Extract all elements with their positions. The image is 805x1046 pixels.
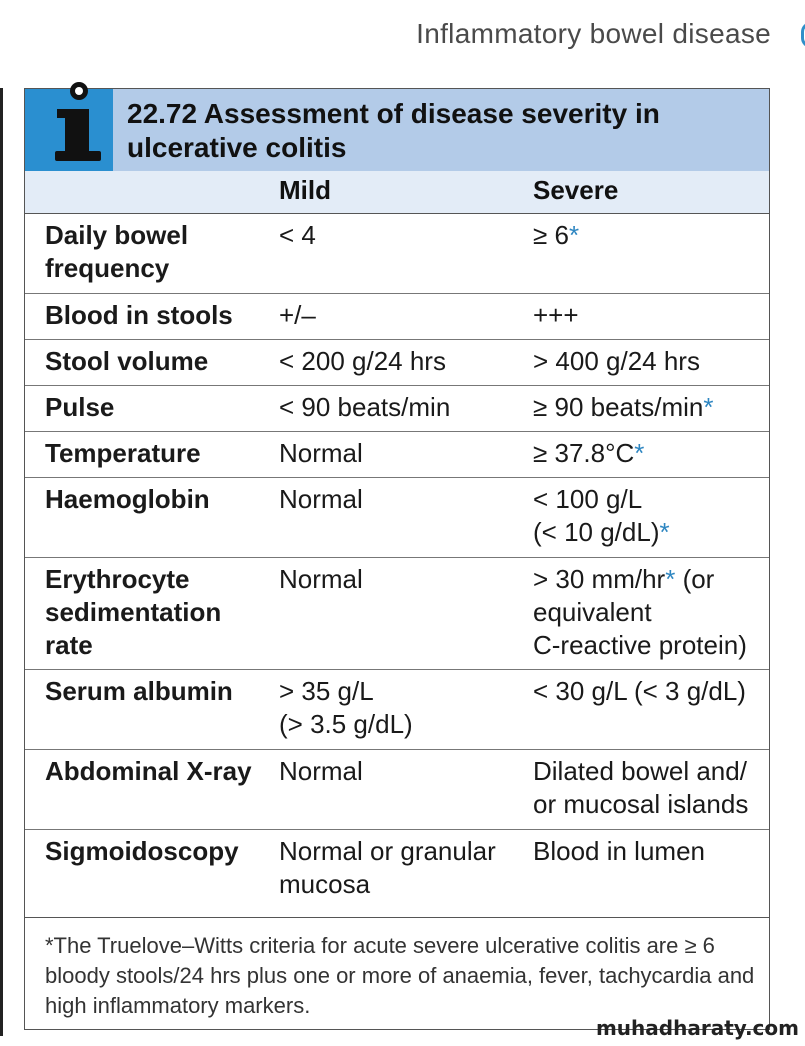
- mild-value: [279, 219, 519, 252]
- mild-value: [279, 835, 519, 901]
- table-row: [25, 385, 769, 432]
- mild-value-line: Normal: [279, 484, 363, 514]
- info-box: [24, 88, 770, 1030]
- severe-value: [533, 391, 763, 424]
- row-label: [45, 299, 265, 332]
- row-label: [45, 755, 265, 788]
- footnote-line: bloody stools/24 hrs plus one or more of anaemia, fever, tachycardia and: [45, 963, 755, 988]
- mild-value-line: > 35 g/L: [279, 676, 374, 706]
- page-edge-tab: [801, 22, 805, 48]
- severe-value-line: [533, 835, 763, 868]
- mild-value: [279, 391, 519, 424]
- watermark: muhadharaty.com: [595, 1016, 799, 1040]
- severe-value-text: > 30 mm/hr: [533, 564, 666, 594]
- table-row: [25, 557, 769, 670]
- severe-value-line: [533, 437, 763, 470]
- row-label: [45, 563, 265, 662]
- severe-value: [533, 483, 763, 549]
- mild-value-line: Normal or granular: [279, 836, 496, 866]
- running-head: Inflammatory bowel disease: [416, 18, 771, 49]
- box-title-line: 22.72 Assessment of disease severity in: [127, 98, 660, 129]
- mild-value: [279, 437, 519, 470]
- row-label-line: Serum albumin: [45, 676, 233, 706]
- mild-value-line: Normal: [279, 438, 363, 468]
- info-block: [25, 89, 113, 171]
- row-label-line: Haemoglobin: [45, 484, 210, 514]
- left-margin-rule: [0, 88, 3, 1036]
- mild-value-line: Normal: [279, 756, 363, 786]
- table-row: [25, 749, 769, 830]
- severe-value: [533, 219, 763, 252]
- severe-value: [533, 345, 763, 378]
- severe-value-line: [533, 483, 763, 516]
- severe-value-line: [533, 219, 763, 252]
- severe-value: [533, 299, 763, 332]
- severe-value-line: [533, 516, 763, 549]
- row-label: [45, 345, 265, 378]
- row-label-line: Sigmoidoscopy: [45, 836, 239, 866]
- asterisk-marker: *: [568, 220, 580, 250]
- mild-value: [279, 675, 519, 741]
- info-icon: [51, 79, 111, 171]
- severe-value-text: Dilated bowel and/: [533, 756, 747, 786]
- severe-value-text: equivalent: [533, 597, 652, 627]
- mild-value-line: < 90 beats/min: [279, 392, 451, 422]
- title-band: [25, 89, 769, 172]
- mild-value: [279, 299, 519, 332]
- mild-value: [279, 563, 519, 596]
- severe-value-line: [533, 755, 763, 788]
- mild-value-line: (> 3.5 g/dL): [279, 709, 413, 739]
- row-label: [45, 835, 265, 868]
- severe-value: [533, 755, 763, 821]
- row-label-line: Blood in stools: [45, 300, 233, 330]
- table-row: [25, 477, 769, 558]
- row-label: [45, 483, 265, 516]
- row-label-line: Erythrocyte: [45, 564, 190, 594]
- severe-value-text: C-reactive protein): [533, 630, 747, 660]
- row-label-line: frequency: [45, 253, 170, 283]
- row-label-line: Temperature: [45, 438, 201, 468]
- severe-value-text: (< 10 g/dL): [533, 517, 660, 547]
- column-header-mild: Mild: [279, 175, 331, 205]
- row-label-line: sedimentation: [45, 597, 222, 627]
- severe-value-text: ≥ 90 beats/min: [533, 392, 704, 422]
- row-label: [45, 391, 265, 424]
- row-label-line: Stool volume: [45, 346, 209, 376]
- row-label-line: Abdominal X-ray: [45, 756, 252, 786]
- severe-value-text: > 400 g/24 hrs: [533, 346, 700, 376]
- table-row: [25, 829, 769, 918]
- mild-value-line: +/–: [279, 300, 316, 330]
- footnote-line: high inflammatory markers.: [45, 993, 311, 1018]
- table-row: [25, 293, 769, 340]
- severe-value-line: [533, 391, 763, 424]
- severe-value-text: < 30 g/L (< 3 g/dL): [533, 676, 746, 706]
- severe-value-line: [533, 675, 763, 708]
- table-row: [25, 431, 769, 478]
- severe-value-line: [533, 299, 763, 332]
- table-row: [25, 669, 769, 750]
- severe-value: [533, 835, 763, 868]
- mild-value: [279, 755, 519, 788]
- asterisk-marker: *: [634, 438, 645, 468]
- row-label-line: Pulse: [45, 392, 115, 422]
- footnote: [45, 931, 753, 1021]
- mild-value: [279, 345, 519, 378]
- row-label-line: Daily bowel: [45, 220, 189, 250]
- box-title: [127, 97, 749, 165]
- row-label: [45, 675, 265, 708]
- mild-value-line: Normal: [279, 564, 363, 594]
- severe-value-line: [533, 596, 763, 629]
- mild-value-line: < 4: [279, 220, 316, 250]
- column-header-row: [25, 171, 769, 214]
- severe-value-line: [533, 629, 763, 662]
- severe-value: [533, 563, 763, 662]
- severe-value-text: < 100 g/L: [533, 484, 643, 514]
- severe-value-line: [533, 563, 763, 596]
- severe-value: [533, 675, 763, 708]
- mild-value: [279, 483, 519, 516]
- row-label: [45, 437, 265, 470]
- severe-value-line: [533, 345, 763, 378]
- table-row: [25, 339, 769, 386]
- severe-value-line: [533, 788, 763, 821]
- mild-value-line: mucosa: [279, 869, 371, 899]
- asterisk-marker: *: [665, 564, 676, 594]
- table-row: [25, 213, 769, 294]
- mild-value-line: < 200 g/24 hrs: [279, 346, 446, 376]
- column-header-severe: Severe: [533, 175, 619, 205]
- box-title-line: ulcerative colitis: [127, 132, 347, 163]
- severe-value-text: Blood in lumen: [533, 836, 705, 866]
- severe-value-suffix: (or: [675, 564, 715, 594]
- severe-value-text: or mucosal islands: [533, 789, 749, 819]
- asterisk-marker: *: [703, 392, 714, 422]
- severe-value-text: ≥ 6: [533, 220, 569, 250]
- severe-value-text: +++: [533, 300, 579, 330]
- footnote-line: *The Truelove–Witts criteria for acute severe ulcerative colitis are ≥ 6: [45, 933, 715, 958]
- asterisk-marker: *: [659, 517, 670, 547]
- row-label: [45, 219, 265, 285]
- row-label-line: rate: [45, 630, 93, 660]
- severe-value: [533, 437, 763, 470]
- severe-value-text: ≥ 37.8°C: [533, 438, 635, 468]
